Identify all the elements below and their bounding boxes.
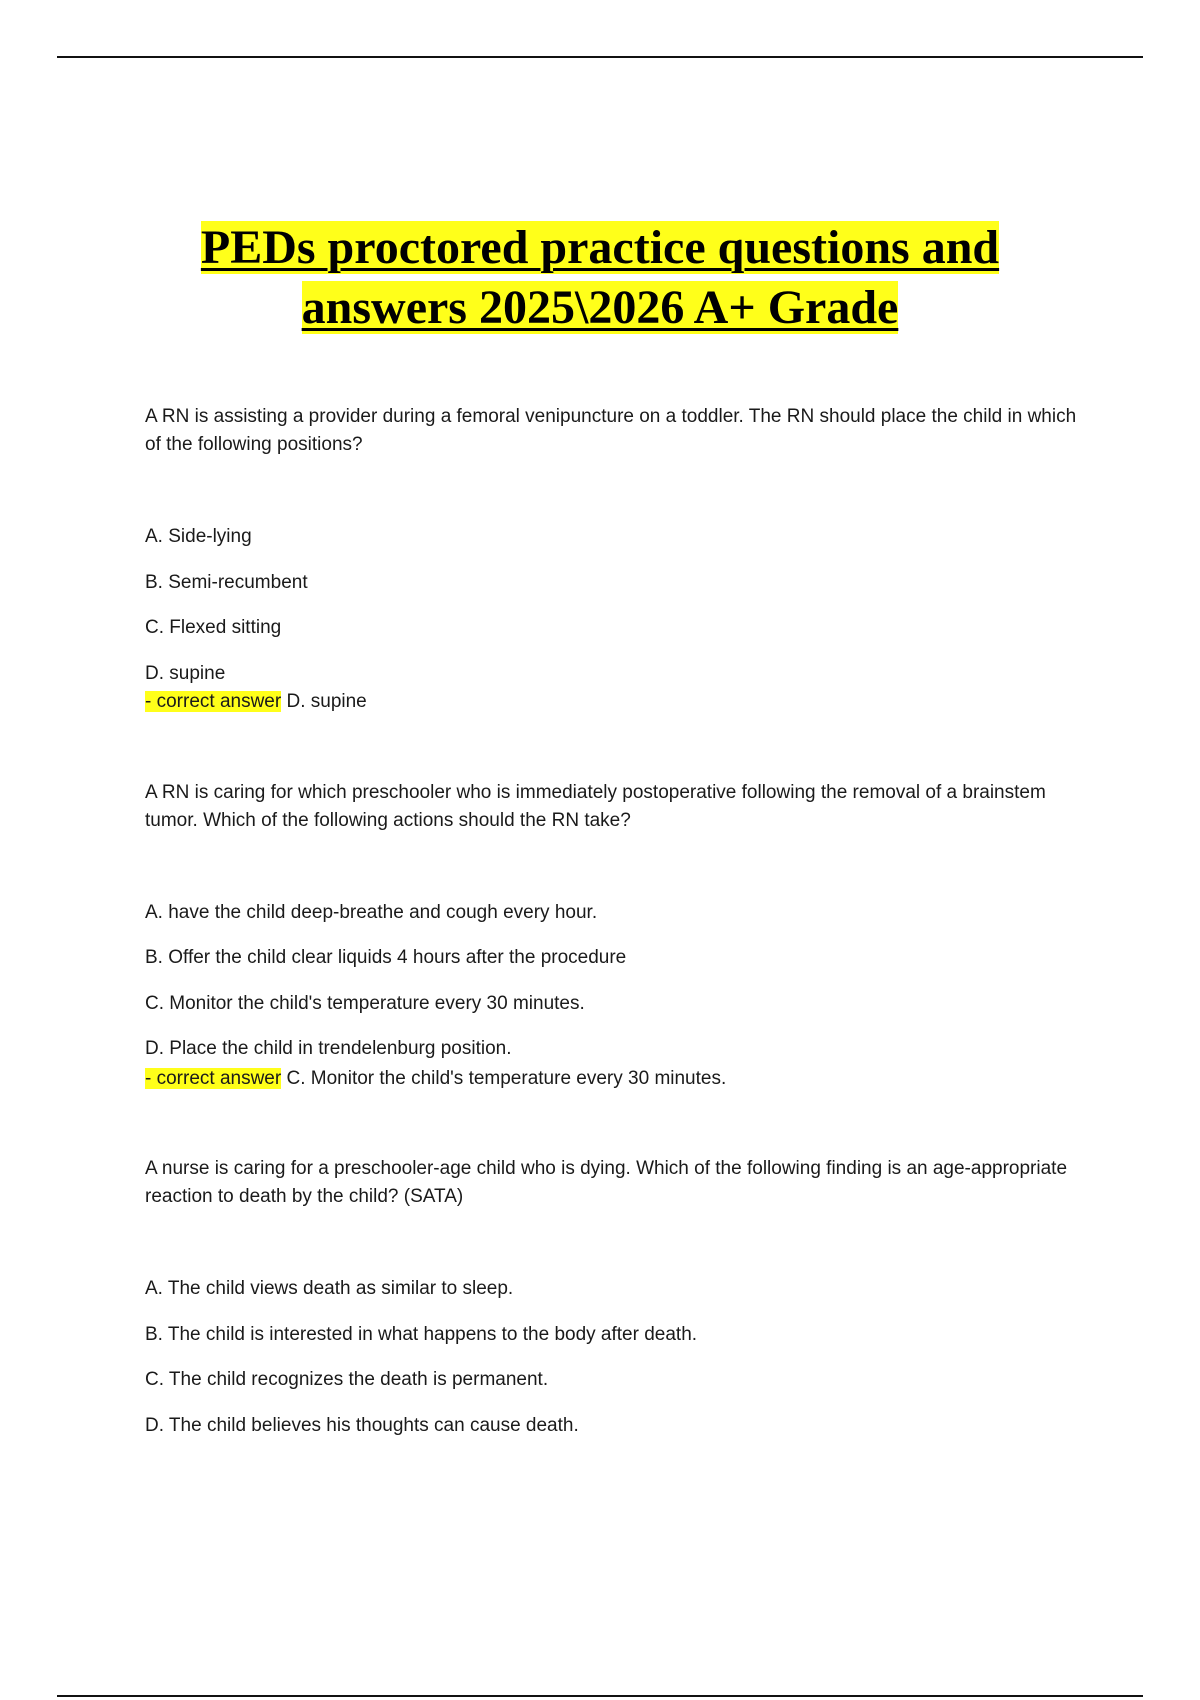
question-2-option-c: C. Monitor the child's temperature every 30 minutes. <box>145 993 585 1014</box>
question-1-answer <box>145 688 1095 716</box>
question-2-option-d: D. Place the child in trendelenburg position. <box>145 1038 512 1059</box>
question-1-option-c: C. Flexed sitting <box>145 617 282 638</box>
question-1-option-b: B. Semi-recumbent <box>145 572 308 593</box>
correct-answer-text: C. Monitor the child's temperature every 30 minutes. <box>281 1068 727 1089</box>
top-rule <box>57 56 1143 58</box>
question-3-option-d: D. The child believes his thoughts can cause death. <box>145 1415 579 1436</box>
question-2-answer <box>145 1065 1095 1093</box>
question-2-option-a: A. have the child deep-breathe and cough every hour. <box>145 902 598 923</box>
document-title <box>0 218 1200 338</box>
question-1-text: A RN is assisting a provider during a femoral venipuncture on a toddler. The RN should place the child in which of the following positions? <box>145 406 1077 455</box>
correct-answer-label: - correct answer <box>145 691 282 712</box>
question-2-text: A RN is caring for which preschooler who is immediately postoperative following the removal of a brainstem tumor. Which of the following actions should the RN take? <box>145 782 1046 831</box>
title-line-2: answers 2025\2026 A+ Grade <box>301 281 899 334</box>
title-line-1: PEDs proctored practice questions and <box>200 221 1000 274</box>
question-1-option-d: D. supine <box>145 663 226 684</box>
question-3-option-b: B. The child is interested in what happens to the body after death. <box>145 1324 698 1345</box>
question-3-option-c: C. The child recognizes the death is permanent. <box>145 1369 549 1390</box>
question-3-option-a: A. The child views death as similar to sleep. <box>145 1278 514 1299</box>
bottom-rule <box>57 1695 1143 1697</box>
question-2-option-b: B. Offer the child clear liquids 4 hours after the procedure <box>145 947 627 968</box>
question-3-text: A nurse is caring for a preschooler-age child who is dying. Which of the following finding is an age-appropriate reaction to death by the child? (SATA) <box>145 1158 1068 1207</box>
correct-answer-text: D. supine <box>281 691 367 712</box>
question-1-option-a: A. Side-lying <box>145 526 252 547</box>
correct-answer-label: - correct answer <box>145 1068 282 1089</box>
